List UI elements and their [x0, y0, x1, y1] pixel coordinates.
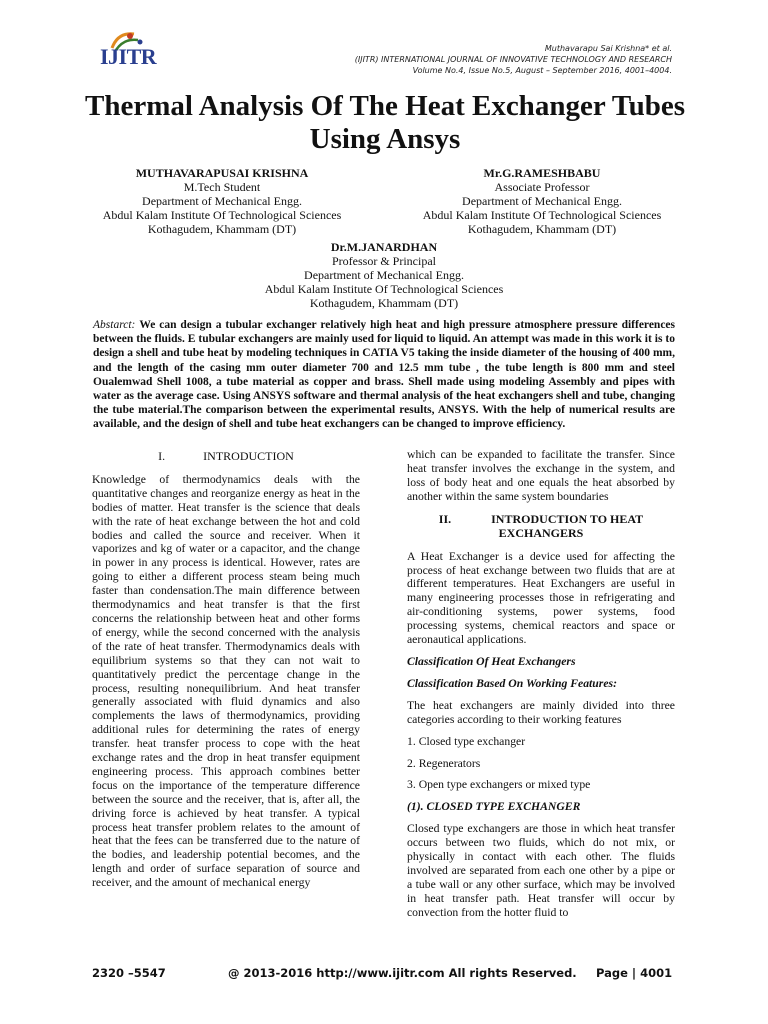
- author-department: Department of Mechanical Engg.: [304, 268, 464, 282]
- continuation-paragraph: which can be expanded to facilitate the transfer. Since heat transfer involves the exchange in the system, and loss of body heat and one equals the heat absorbed by another within the same system boundaries: [407, 448, 675, 503]
- author-block-2: [408, 166, 676, 236]
- section-number: II.: [438, 511, 452, 526]
- introduction-body: Knowledge of thermodynamics deals with the quantitative changes and reorganize energy as heat in the bodies of matter. Heat transfer is the science that deals with the rate of heat exchange between the hot and cold bodies and called the source and receiver. When it vaporizes and kg of water or a capacitor, and the change in power in any process is identical. However, rates are going to either a different process steam being much faster than condensation.The main difference between thermodynamics and heat transfer is that the first concerns the relationship between heat and other forms of energy, while the second concerned with the analysis of the rate of heat transfer. Thermodynamics deals with equilibrium systems so that they can not wait to quantitatively predict the percentage change in the process, resulting nonequilibrium. And heat transfer generally associated with fluid dynamics and also complements the laws of thermodynamics, providing additional rules for determining the rates of energy transfer. heat transfer process to cope with the heat exchange rates and the drop in heat transfer equipment engineering process. This approach combines better focus on the importance of the temperature difference between the source and the receiver, that is, after all, the driving force is achieved by heat transfer. A typical process heat transfer problem relates to the amount of heat that the fees can be transferred due to the nature of the bodies, and leadership potential becomes, and the length and order of surface separation of source and receiver, and the amount of mechanical energy: [92, 472, 360, 890]
- author-block-3: [234, 240, 534, 310]
- author-name: MUTHAVARAPUSAI KRISHNA: [135, 166, 309, 180]
- right-column: [407, 448, 675, 928]
- journal-logo: [100, 28, 160, 76]
- journal-running-header: [355, 43, 672, 76]
- subheading-working-features: Classification Based On Working Features:: [407, 676, 617, 690]
- subheading-classification: Classification Of Heat Exchangers: [407, 654, 576, 668]
- author-department: Department of Mechanical Engg.: [142, 194, 302, 208]
- author-institute: Abdul Kalam Institute Of Technological Sciences: [102, 208, 342, 222]
- author-role: Associate Professor: [494, 180, 590, 194]
- journal-name: (IJITR) INTERNATIONAL JOURNAL OF INNOVATIVE TECHNOLOGY AND RESEARCH: [354, 55, 672, 64]
- paper-title: Thermal Analysis Of The Heat Exchanger Tubes Using Ansys: [85, 90, 685, 155]
- author-location: Kothagudem, Khammam (DT): [467, 222, 617, 236]
- heat-exchanger-definition: A Heat Exchanger is a device used for affecting the process of heat exchange between two fluids that are at different temperatures. Heat Exchangers are useful in many engineering processes those in refrigerating and air-conditioning systems, power systems, food processing systems, chemical reactors and space or aeronautical applications.: [407, 549, 675, 647]
- section-heading-heat-exchangers: [407, 512, 675, 540]
- author-department: Department of Mechanical Engg.: [462, 194, 622, 208]
- author-role: M.Tech Student: [183, 180, 261, 194]
- author-role: Professor & Principal: [332, 254, 436, 268]
- section-heading-introduction: [92, 450, 360, 464]
- section-title-line2: EXCHANGERS: [498, 525, 584, 540]
- author-name: Dr.M.JANARDHAN: [330, 240, 438, 254]
- left-column: [92, 450, 360, 898]
- list-item: 2. Regenerators: [407, 756, 481, 770]
- abstract-label: Abstarct:: [93, 319, 136, 331]
- section-number: I.: [158, 449, 166, 463]
- author-name: Mr.G.RAMESHBABU: [483, 166, 601, 180]
- closed-type-body: Closed type exchangers are those in which heat transfer occurs between two fluids, which do not mix, or physically in contact with each other. The fluids involved are separated from each one other by a pipe or a tube wall or any other surface, which may be involved in heat transfer path. Heat transfer will occur by convection from the hotter fluid to: [407, 822, 675, 919]
- author-institute: Abdul Kalam Institute Of Technological Sciences: [264, 282, 504, 296]
- subheading-closed-type: (1). CLOSED TYPE EXCHANGER: [407, 800, 581, 814]
- footer-issn: 2320 –5547: [92, 966, 166, 980]
- author-running-head: Muthavarapu Sai Krishna* et al.: [544, 44, 672, 53]
- section-title-line1: INTRODUCTION TO HEAT: [491, 511, 644, 526]
- abstract: [93, 318, 675, 432]
- footer-copyright: @ 2013-2016 http://www.ijitr.com All rights Reserved.: [228, 966, 577, 980]
- section-title: INTRODUCTION: [203, 449, 294, 463]
- author-block-1: [92, 166, 352, 236]
- classification-intro: The heat exchangers are mainly divided into three categories according to their working features: [407, 698, 675, 726]
- list-item: 1. Closed type exchanger: [407, 734, 526, 748]
- author-location: Kothagudem, Khammam (DT): [309, 296, 459, 310]
- logo-text: IJITR: [100, 44, 157, 69]
- abstract-text: We can design a tubular exchanger relatively high heat and high pressure atmosphere pressure differences between the fluids. E tubular exchangers are mainly used for liquid to liquid. An attempt was made in this work it is to design a shell and tube heat by modeling techniques in CATIA V5 taking the inside diameter of the housing of 400 mm, and the length of the casing mm outer diameter 700 and 12.5 mm tube , the tube length is 800 mm and steel Oualemwad Shell 1008, a tube material as copper and brass. Shell made using modeling Assembly and pipes with water as the average case. Using ANSYS software and thermal analysis of the heat exchangers shell and tube, changing the tube material.The comparison between the experimental results, ANSYS. With the help of numerical results are available, and the design of shell and tube heat exchangers can be changed to improve efficiency.: [93, 319, 676, 431]
- list-item: 3. Open type exchangers or mixed type: [407, 778, 591, 792]
- journal-volume: Volume No.4, Issue No.5, August – September 2016, 4001–4004.: [412, 66, 672, 75]
- author-institute: Abdul Kalam Institute Of Technological Sciences: [422, 208, 662, 222]
- author-location: Kothagudem, Khammam (DT): [147, 222, 297, 236]
- footer-page-number: Page | 4001: [596, 966, 673, 980]
